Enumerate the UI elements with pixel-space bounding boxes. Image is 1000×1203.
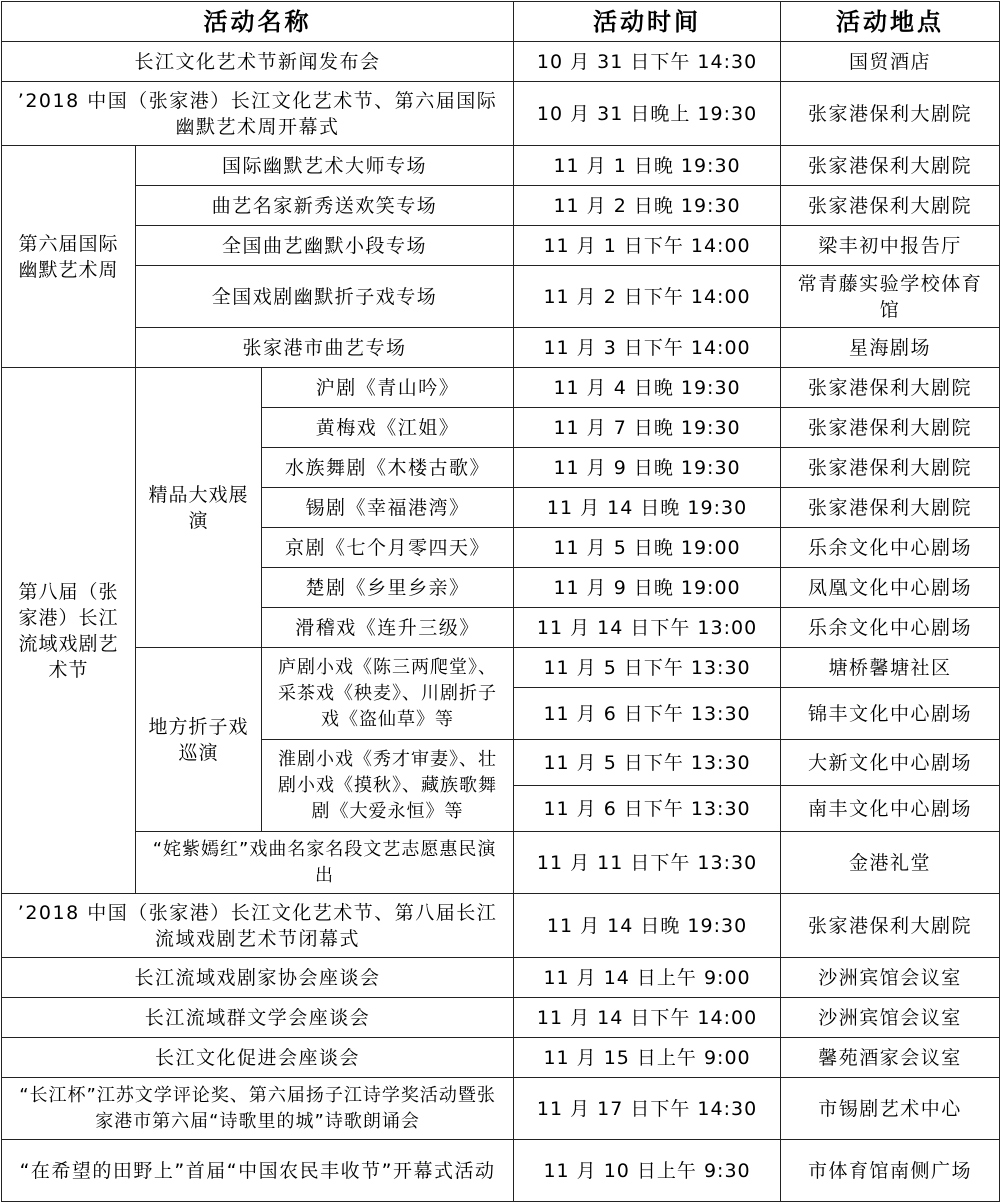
activity-place: 乐余文化中心剧场 — [781, 528, 1000, 568]
table-row — [2, 328, 1000, 368]
activity-place: 星海剧场 — [781, 328, 1000, 368]
activity-place: 凤凰文化中心剧场 — [781, 568, 1000, 608]
activity-place: 梁丰初中报告厅 — [781, 226, 1000, 266]
activity-name: 曲艺名家新秀送欢笑专场 — [136, 186, 514, 226]
activity-place: 张家港保利大剧院 — [781, 146, 1000, 186]
table-row — [2, 266, 1000, 328]
activity-time: 11 月 15 日上午 9:00 — [514, 1038, 781, 1078]
activity-place: 锦丰文化中心剧场 — [781, 688, 1000, 740]
activity-time: 11 月 5 日下午 13:30 — [514, 648, 781, 688]
activity-time: 11 月 6 日下午 13:30 — [514, 688, 781, 740]
subgroup-jingpin: 精品大戏展演 — [136, 368, 262, 648]
activity-name: 全国戏剧幽默折子戏专场 — [136, 266, 514, 328]
table-row — [2, 42, 1000, 82]
activity-place: 沙洲宾馆会议室 — [781, 998, 1000, 1038]
activity-name: 锡剧《幸福港湾》 — [262, 488, 514, 528]
activity-time: 11 月 5 日下午 13:30 — [514, 740, 781, 786]
activity-name: “长江杯”江苏文学评论奖、第六届扬子江诗学奖活动暨张家港市第六届“诗歌里的城”诗歌朗诵会 — [2, 1078, 514, 1140]
activity-name: 长江流域戏剧家协会座谈会 — [2, 958, 514, 998]
table-row — [2, 82, 1000, 146]
activity-place: 市锡剧艺术中心 — [781, 1078, 1000, 1140]
activity-name: 长江文化促进会座谈会 — [2, 1038, 514, 1078]
activity-place: 南丰文化中心剧场 — [781, 786, 1000, 832]
table-row — [2, 648, 1000, 688]
activity-place: 张家港保利大剧院 — [781, 82, 1000, 146]
header-row — [2, 2, 1000, 42]
activity-time: 11 月 6 日下午 13:30 — [514, 786, 781, 832]
activity-name: 长江文化艺术节新闻发布会 — [2, 42, 514, 82]
activity-time: 11 月 14 日下午 13:00 — [514, 608, 781, 648]
activity-time: 11 月 14 日下午 14:00 — [514, 998, 781, 1038]
activity-time: 11 月 1 日晚 19:30 — [514, 146, 781, 186]
activity-place: 常青藤实验学校体育馆 — [781, 266, 1000, 328]
activity-time: 10 月 31 日晚上 19:30 — [514, 82, 781, 146]
group-humor-week: 第六届国际幽默艺术周 — [2, 146, 136, 368]
activity-name: “姹紫嫣红”戏曲名家名段文艺志愿惠民演出 — [136, 832, 514, 894]
activity-name: ’2018 中国（张家港）长江文化艺术节、第六届国际幽默艺术周开幕式 — [2, 82, 514, 146]
activity-name: 国际幽默艺术大师专场 — [136, 146, 514, 186]
activity-name: 张家港市曲艺专场 — [136, 328, 514, 368]
activity-place: 张家港保利大剧院 — [781, 894, 1000, 958]
activity-time: 11 月 17 日下午 14:30 — [514, 1078, 781, 1140]
activity-place: 张家港保利大剧院 — [781, 448, 1000, 488]
activity-time: 11 月 4 日晚 19:30 — [514, 368, 781, 408]
activity-place: 市体育馆南侧广场 — [781, 1140, 1000, 1202]
activity-place: 国贸酒店 — [781, 42, 1000, 82]
activity-place: 大新文化中心剧场 — [781, 740, 1000, 786]
activity-place: 张家港保利大剧院 — [781, 488, 1000, 528]
activity-place: 金港礼堂 — [781, 832, 1000, 894]
activity-time: 11 月 9 日晚 19:00 — [514, 568, 781, 608]
activity-place: 馨苑酒家会议室 — [781, 1038, 1000, 1078]
activity-place: 塘桥馨塘社区 — [781, 648, 1000, 688]
table-row — [2, 958, 1000, 998]
table-row — [2, 146, 1000, 186]
group-drama-festival: 第八届（张家港）长江流域戏剧艺术节 — [2, 368, 136, 894]
activity-time: 11 月 11 日下午 13:30 — [514, 832, 781, 894]
table-row — [2, 832, 1000, 894]
table-row — [2, 1078, 1000, 1140]
table-row — [2, 1140, 1000, 1202]
activity-name: 长江流域群文学会座谈会 — [2, 998, 514, 1038]
activity-name: 淮剧小戏《秀才审妻》、壮剧小戏《摸秋》、藏族歌舞剧《大爱永恒》等 — [262, 740, 514, 832]
activity-name: 楚剧《乡里乡亲》 — [262, 568, 514, 608]
table-row — [2, 1038, 1000, 1078]
activity-place: 张家港保利大剧院 — [781, 186, 1000, 226]
header-activity-name: 活动名称 — [2, 2, 514, 42]
activity-time: 11 月 3 日下午 14:00 — [514, 328, 781, 368]
activity-time: 11 月 2 日下午 14:00 — [514, 266, 781, 328]
activity-time: 11 月 1 日下午 14:00 — [514, 226, 781, 266]
table-row — [2, 226, 1000, 266]
activity-name: 滑稽戏《连升三级》 — [262, 608, 514, 648]
activity-name: 全国曲艺幽默小段专场 — [136, 226, 514, 266]
activity-name: 庐剧小戏《陈三两爬堂》、采茶戏《秧麦》、川剧折子戏《盗仙草》等 — [262, 648, 514, 740]
activity-name: 黄梅戏《江姐》 — [262, 408, 514, 448]
activity-name: “在希望的田野上”首届“中国农民丰收节”开幕式活动 — [2, 1140, 514, 1202]
activity-place: 沙洲宾馆会议室 — [781, 958, 1000, 998]
table-row — [2, 186, 1000, 226]
header-activity-place: 活动地点 — [781, 2, 1000, 42]
activity-time: 11 月 2 日晚 19:30 — [514, 186, 781, 226]
activity-time: 11 月 5 日晚 19:00 — [514, 528, 781, 568]
activity-time: 10 月 31 日下午 14:30 — [514, 42, 781, 82]
activity-time: 11 月 14 日晚 19:30 — [514, 894, 781, 958]
activity-place: 张家港保利大剧院 — [781, 368, 1000, 408]
activity-place: 乐余文化中心剧场 — [781, 608, 1000, 648]
activity-time: 11 月 9 日晚 19:30 — [514, 448, 781, 488]
activity-time: 11 月 14 日上午 9:00 — [514, 958, 781, 998]
header-activity-time: 活动时间 — [514, 2, 781, 42]
activity-time: 11 月 10 日上午 9:30 — [514, 1140, 781, 1202]
activity-name: ’2018 中国（张家港）长江文化艺术节、第八届长江流域戏剧艺术节闭幕式 — [2, 894, 514, 958]
subgroup-difang: 地方折子戏巡演 — [136, 648, 262, 832]
event-schedule-table — [1, 1, 1000, 1202]
activity-name: 京剧《七个月零四天》 — [262, 528, 514, 568]
activity-name: 水族舞剧《木楼古歌》 — [262, 448, 514, 488]
table-row — [2, 998, 1000, 1038]
table-row — [2, 368, 1000, 408]
activity-time: 11 月 7 日晚 19:30 — [514, 408, 781, 448]
table-row — [2, 894, 1000, 958]
activity-name: 沪剧《青山吟》 — [262, 368, 514, 408]
activity-time: 11 月 14 日晚 19:30 — [514, 488, 781, 528]
activity-place: 张家港保利大剧院 — [781, 408, 1000, 448]
